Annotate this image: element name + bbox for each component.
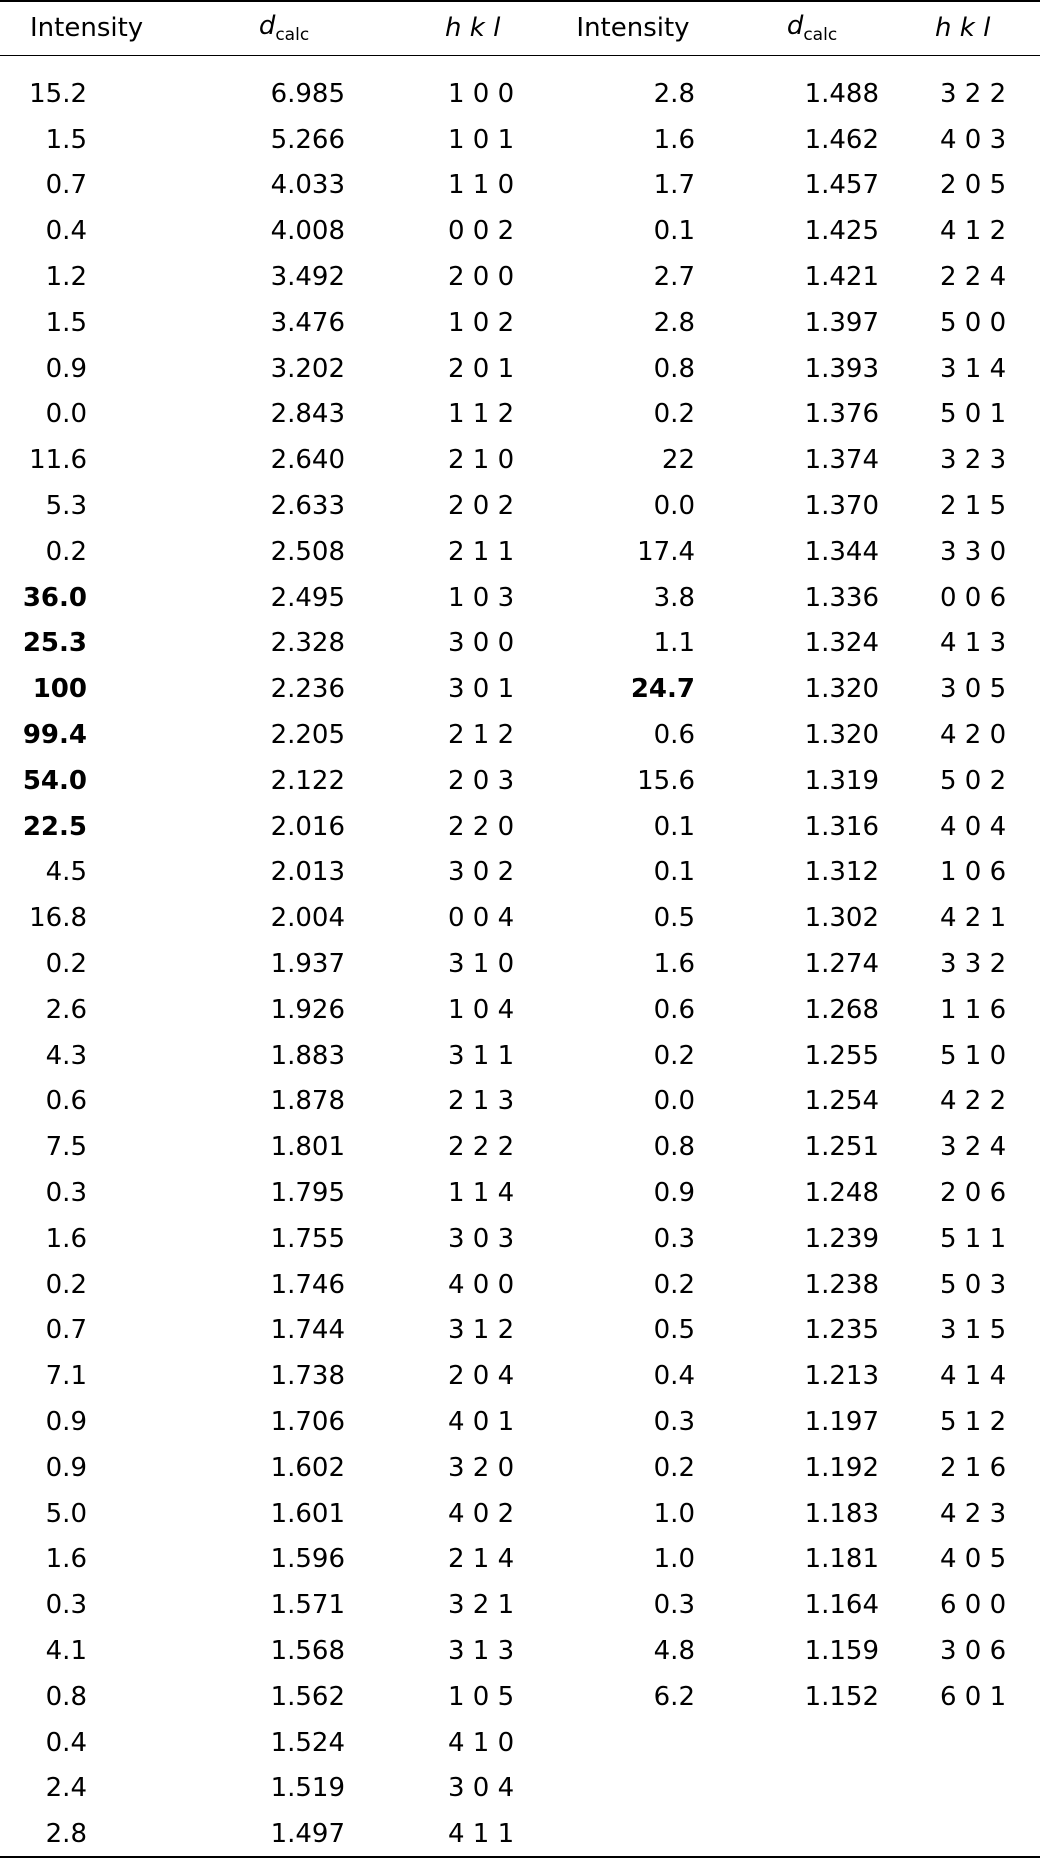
intensity-cell-right: 22 <box>661 445 695 476</box>
hkl-cell-right <box>897 1720 1040 1766</box>
table-row <box>0 208 1040 254</box>
table-row <box>0 1765 1040 1811</box>
intensity-cell-right: 0.3 <box>653 1407 695 1437</box>
intensity-cell-left: 1.5 <box>45 307 87 338</box>
table-row <box>0 392 1040 438</box>
dcalc-cell-left: 1.744 <box>270 1315 345 1346</box>
hkl-cell-right: 3 1 5 <box>940 1315 1007 1346</box>
dcalc-cell-right: 1.320 <box>804 720 879 751</box>
hkl-cell-left: 2 0 0 <box>448 262 515 293</box>
dcalc-cell-right: 1.251 <box>804 1132 879 1163</box>
hkl-cell-right: 4 0 4 <box>940 811 1007 842</box>
dcalc-cell-left: 1.562 <box>270 1681 345 1712</box>
dcalc-cell-right: 1.255 <box>804 1040 879 1071</box>
header-row <box>0 1 1040 55</box>
table-row <box>0 346 1040 392</box>
table-row <box>0 666 1040 712</box>
table-row <box>0 758 1040 804</box>
intensity-cell-right: 0.2 <box>653 399 695 430</box>
hkl-cell-left: 3 2 1 <box>448 1590 515 1621</box>
intensity-cell-left: 0.9 <box>45 353 87 384</box>
intensity-cell-left: 7.1 <box>45 1361 87 1392</box>
intensity-cell-right: 17.4 <box>637 536 695 567</box>
intensity-cell-left: 4.1 <box>45 1635 87 1666</box>
table-row <box>0 1720 1040 1766</box>
hkl-cell-right: 5 0 1 <box>940 399 1007 430</box>
intensity-cell-right: 0.9 <box>653 1178 695 1209</box>
table-row <box>0 575 1040 621</box>
table-body <box>0 55 1040 1857</box>
table-row <box>0 1491 1040 1537</box>
intensity-cell-right <box>539 1720 727 1766</box>
intensity-cell-left: 0.7 <box>45 170 87 201</box>
hkl-cell-right: 6 0 0 <box>940 1590 1007 1621</box>
dcalc-cell-right: 1.324 <box>804 628 879 659</box>
intensity-cell-left: 15.2 <box>29 78 87 109</box>
header-d-subscript-left: calc <box>275 25 310 46</box>
table-row <box>0 850 1040 896</box>
dcalc-cell-left: 6.985 <box>270 78 345 109</box>
intensity-cell-right: 0.2 <box>653 1269 695 1300</box>
dcalc-cell-right: 1.336 <box>804 582 879 613</box>
dcalc-cell-right: 1.302 <box>804 903 879 934</box>
hkl-cell-right: 4 2 1 <box>940 903 1007 934</box>
table-row <box>0 621 1040 667</box>
hkl-cell-left: 4 1 1 <box>397 1811 539 1857</box>
hkl-cell-right: 3 3 0 <box>940 536 1007 567</box>
header-dcalc-left <box>171 1 397 55</box>
intensity-cell-left: 2.4 <box>45 1773 87 1804</box>
intensity-cell-left: 0.9 <box>45 1452 87 1483</box>
dcalc-cell-left: 1.738 <box>270 1361 345 1392</box>
hkl-cell-right <box>897 1811 1040 1857</box>
hkl-cell-right: 3 0 6 <box>940 1635 1007 1666</box>
dcalc-cell-right: 1.254 <box>804 1086 879 1117</box>
dcalc-cell-right: 1.192 <box>804 1452 879 1483</box>
hkl-cell-left: 2 1 2 <box>448 720 515 751</box>
table-row <box>0 1033 1040 1079</box>
intensity-cell-right: 0.1 <box>653 216 695 247</box>
intensity-cell-left: 5.3 <box>45 491 87 522</box>
table-row <box>0 1262 1040 1308</box>
hkl-cell-right: 3 0 5 <box>940 674 1007 705</box>
table-row <box>0 163 1040 209</box>
hkl-cell-right: 2 0 6 <box>940 1178 1007 1209</box>
dcalc-cell-right: 1.164 <box>804 1590 879 1621</box>
intensity-cell-left: 1.6 <box>45 1223 87 1254</box>
hkl-cell-right: 4 1 4 <box>940 1361 1007 1392</box>
intensity-cell-left: 1.2 <box>45 262 87 293</box>
intensity-cell-right: 0.5 <box>653 903 695 934</box>
intensity-cell-right: 0.5 <box>653 1315 695 1346</box>
header-intensity-right: Intensity <box>539 1 727 55</box>
dcalc-cell-left: 1.571 <box>270 1590 345 1621</box>
intensity-cell-right: 0.3 <box>653 1223 695 1254</box>
hkl-cell-right: 3 1 4 <box>940 353 1007 384</box>
hkl-cell-left: 2 1 3 <box>448 1086 515 1117</box>
intensity-cell-left: 0.4 <box>45 216 87 247</box>
intensity-cell-left: 100 <box>32 674 87 705</box>
intensity-cell-right: 4.8 <box>653 1635 695 1666</box>
intensity-cell-left: 16.8 <box>29 903 87 934</box>
table-row <box>0 1170 1040 1216</box>
intensity-cell-left: 0.7 <box>45 1315 87 1346</box>
dcalc-cell-right: 1.235 <box>804 1315 879 1346</box>
table-row <box>0 1674 1040 1720</box>
intensity-cell-right: 1.6 <box>653 124 695 155</box>
table-row <box>0 529 1040 575</box>
dcalc-cell-right <box>727 1720 897 1766</box>
dcalc-cell-right: 1.316 <box>804 811 879 842</box>
hkl-cell-right: 2 1 6 <box>940 1452 1007 1483</box>
dcalc-cell-right: 1.213 <box>804 1361 879 1392</box>
hkl-cell-left: 2 0 4 <box>448 1361 515 1392</box>
hkl-cell-right: 2 0 5 <box>940 170 1007 201</box>
dcalc-cell-left: 2.328 <box>270 628 345 659</box>
hkl-cell-right: 4 1 2 <box>940 216 1007 247</box>
dcalc-cell-right: 1.421 <box>804 262 879 293</box>
table-row <box>0 712 1040 758</box>
dcalc-cell-left: 2.236 <box>270 674 345 705</box>
dcalc-cell-right: 1.376 <box>804 399 879 430</box>
intensity-cell-right: 3.8 <box>653 582 695 613</box>
intensity-cell-right: 15.6 <box>637 765 695 796</box>
dcalc-cell-left: 1.883 <box>270 1040 345 1071</box>
dcalc-cell-left: 3.476 <box>270 307 345 338</box>
table-row <box>0 1399 1040 1445</box>
hkl-cell-left: 1 0 0 <box>448 78 515 109</box>
dcalc-cell-left: 1.601 <box>270 1498 345 1529</box>
dcalc-cell-left: 1.937 <box>270 949 345 980</box>
hkl-cell-left: 1 1 2 <box>448 399 515 430</box>
intensity-cell-left: 0.3 <box>45 1590 87 1621</box>
hkl-cell-right: 2 1 5 <box>940 491 1007 522</box>
header-d-symbol-right: d <box>786 11 804 42</box>
dcalc-cell-right: 1.248 <box>804 1178 879 1209</box>
intensity-cell-right: 0.6 <box>653 994 695 1025</box>
hkl-cell-right: 3 2 3 <box>940 445 1007 476</box>
intensity-cell-left: 5.0 <box>45 1498 87 1529</box>
hkl-cell-left: 2 1 0 <box>448 445 515 476</box>
dcalc-cell-right: 1.181 <box>804 1544 879 1575</box>
intensity-cell-left: 4.5 <box>45 857 87 888</box>
dcalc-cell-right: 1.274 <box>804 949 879 980</box>
dcalc-cell-left: 4.033 <box>270 170 345 201</box>
intensity-cell-right: 0.6 <box>653 720 695 751</box>
hkl-cell-left: 1 1 0 <box>448 170 515 201</box>
hkl-cell-left: 3 1 3 <box>448 1635 515 1666</box>
dcalc-cell-left: 3.202 <box>270 353 345 384</box>
intensity-cell-right: 0.0 <box>653 491 695 522</box>
intensity-cell-left: 2.8 <box>0 1811 171 1857</box>
hkl-cell-right: 6 0 1 <box>940 1681 1007 1712</box>
header-hkl-right: h k l <box>897 1 1040 55</box>
hkl-cell-right <box>897 1765 1040 1811</box>
hkl-cell-left: 2 0 1 <box>448 353 515 384</box>
header-dcalc-right <box>727 1 897 55</box>
spacer-row <box>0 55 1040 71</box>
table-row <box>0 254 1040 300</box>
intensity-cell-right: 6.2 <box>653 1681 695 1712</box>
hkl-cell-right: 5 0 0 <box>940 307 1007 338</box>
intensity-cell-right: 2.7 <box>653 262 695 293</box>
hkl-cell-left: 4 0 2 <box>448 1498 515 1529</box>
table-row <box>0 1124 1040 1170</box>
intensity-cell-right: 0.2 <box>653 1040 695 1071</box>
hkl-cell-left: 3 0 1 <box>448 674 515 705</box>
table-row <box>0 804 1040 850</box>
dcalc-cell-right: 1.374 <box>804 445 879 476</box>
dcalc-cell-left: 2.633 <box>270 491 345 522</box>
hkl-cell-right: 5 1 0 <box>940 1040 1007 1071</box>
dcalc-cell-left: 1.926 <box>270 994 345 1025</box>
hkl-cell-right: 4 2 2 <box>940 1086 1007 1117</box>
intensity-cell-right: 0.2 <box>653 1452 695 1483</box>
dcalc-cell-left: 1.755 <box>270 1223 345 1254</box>
hkl-cell-left: 1 0 3 <box>448 582 515 613</box>
intensity-cell-right: 0.4 <box>653 1361 695 1392</box>
intensity-cell-left: 4.3 <box>45 1040 87 1071</box>
hkl-cell-right: 0 0 6 <box>940 582 1007 613</box>
intensity-cell-left: 0.2 <box>45 949 87 980</box>
header-d-subscript-right: calc <box>803 25 838 46</box>
table-row <box>0 895 1040 941</box>
intensity-cell-left: 36.0 <box>22 582 87 613</box>
hkl-cell-right: 3 3 2 <box>940 949 1007 980</box>
intensity-cell-right: 2.8 <box>653 78 695 109</box>
intensity-cell-right: 0.1 <box>653 857 695 888</box>
dcalc-cell-right <box>727 1765 897 1811</box>
table-row <box>0 1537 1040 1583</box>
hkl-cell-left: 1 0 2 <box>448 307 515 338</box>
dcalc-cell-right: 1.457 <box>804 170 879 201</box>
intensity-cell-right: 1.1 <box>653 628 695 659</box>
intensity-cell-left: 0.9 <box>45 1407 87 1437</box>
hkl-cell-left: 3 0 0 <box>448 628 515 659</box>
dcalc-cell-left: 5.266 <box>270 124 345 155</box>
dcalc-cell-left: 2.508 <box>270 536 345 567</box>
dcalc-cell-right: 1.238 <box>804 1269 879 1300</box>
hkl-cell-left: 3 1 2 <box>448 1315 515 1346</box>
intensity-cell-left: 25.3 <box>22 628 87 659</box>
dcalc-cell-right: 1.370 <box>804 491 879 522</box>
table-row <box>0 1582 1040 1628</box>
intensity-cell-right <box>539 1811 727 1857</box>
dcalc-cell-right: 1.425 <box>804 216 879 247</box>
dcalc-cell-left: 2.122 <box>270 765 345 796</box>
header-hkl-left: h k l <box>397 1 539 55</box>
dcalc-cell-left: 2.640 <box>270 445 345 476</box>
dcalc-cell-left: 2.843 <box>270 399 345 430</box>
hkl-cell-left: 1 1 4 <box>448 1178 515 1209</box>
intensity-cell-right: 1.0 <box>653 1498 695 1529</box>
intensity-cell-left: 0.2 <box>45 536 87 567</box>
spacer-cell <box>0 55 1040 71</box>
table-row <box>0 483 1040 529</box>
intensity-cell-right: 24.7 <box>630 674 695 705</box>
hkl-cell-right: 4 2 3 <box>940 1498 1007 1529</box>
table-row <box>0 1628 1040 1674</box>
table-row <box>0 1079 1040 1125</box>
hkl-cell-left: 4 1 0 <box>448 1727 515 1758</box>
table-row <box>0 987 1040 1033</box>
dcalc-cell-left: 1.795 <box>270 1178 345 1209</box>
dcalc-cell-right: 1.312 <box>804 857 879 888</box>
intensity-cell-right: 2.8 <box>653 307 695 338</box>
dcalc-cell-right: 1.320 <box>804 674 879 705</box>
dcalc-cell-left: 1.497 <box>171 1811 397 1857</box>
dcalc-cell-right: 1.397 <box>804 307 879 338</box>
hkl-cell-right: 3 2 2 <box>940 78 1007 109</box>
hkl-cell-left: 3 0 3 <box>448 1223 515 1254</box>
hkl-cell-left: 0 0 4 <box>448 903 515 934</box>
dcalc-cell-left: 2.016 <box>270 811 345 842</box>
table-row <box>0 437 1040 483</box>
intensity-cell-left: 0.2 <box>45 1269 87 1300</box>
intensity-cell-left: 0.4 <box>45 1727 87 1758</box>
dcalc-cell-right: 1.488 <box>804 78 879 109</box>
dcalc-cell-right: 1.159 <box>804 1635 879 1666</box>
dcalc-cell-right: 1.239 <box>804 1223 879 1254</box>
hkl-cell-right: 4 0 3 <box>940 124 1007 155</box>
intensity-cell-left: 2.6 <box>45 994 87 1025</box>
intensity-cell-left: 54.0 <box>22 765 87 796</box>
intensity-cell-left: 7.5 <box>45 1132 87 1163</box>
dcalc-cell-right: 1.344 <box>804 536 879 567</box>
hkl-cell-left: 2 0 2 <box>448 491 515 522</box>
dcalc-cell-right: 1.197 <box>804 1407 879 1437</box>
dcalc-cell-left: 1.878 <box>270 1086 345 1117</box>
dcalc-cell-right: 1.268 <box>804 994 879 1025</box>
dcalc-cell-left: 1.706 <box>270 1407 345 1437</box>
intensity-cell-right: 0.8 <box>653 353 695 384</box>
dcalc-cell-left: 1.568 <box>270 1635 345 1666</box>
hkl-cell-right: 3 2 4 <box>940 1132 1007 1163</box>
dcalc-cell-left: 1.519 <box>270 1773 345 1804</box>
hkl-cell-right: 5 0 2 <box>940 765 1007 796</box>
table-row <box>0 1308 1040 1354</box>
table-row <box>0 71 1040 117</box>
hkl-cell-left: 3 1 0 <box>448 949 515 980</box>
intensity-cell-left: 22.5 <box>22 811 87 842</box>
hkl-cell-right: 4 1 3 <box>940 628 1007 659</box>
hkl-cell-right: 4 0 5 <box>940 1544 1007 1575</box>
hkl-cell-left: 4 0 0 <box>448 1269 515 1300</box>
intensity-cell-right: 0.8 <box>653 1132 695 1163</box>
hkl-cell-right: 5 0 3 <box>940 1269 1007 1300</box>
intensity-cell-left: 0.6 <box>45 1086 87 1117</box>
hkl-cell-left: 2 1 4 <box>448 1544 515 1575</box>
hkl-cell-left: 0 0 2 <box>448 216 515 247</box>
hkl-cell-left: 1 0 4 <box>448 994 515 1025</box>
intensity-cell-right: 1.0 <box>653 1544 695 1575</box>
hkl-cell-right: 5 1 1 <box>940 1223 1007 1254</box>
hkl-cell-left: 2 1 1 <box>448 536 515 567</box>
table-row <box>0 1353 1040 1399</box>
hkl-cell-right: 2 2 4 <box>940 262 1007 293</box>
intensity-cell-right: 0.1 <box>653 811 695 842</box>
dcalc-cell-left: 2.013 <box>270 857 345 888</box>
dcalc-cell-left: 1.596 <box>270 1544 345 1575</box>
dcalc-cell-right: 1.393 <box>804 353 879 384</box>
hkl-cell-right: 1 0 6 <box>940 857 1007 888</box>
intensity-cell-left: 0.8 <box>45 1681 87 1712</box>
intensity-cell-right: 0.0 <box>653 1086 695 1117</box>
table-row <box>0 1445 1040 1491</box>
hkl-cell-left: 1 0 5 <box>448 1681 515 1712</box>
hkl-cell-right: 1 1 6 <box>940 994 1007 1025</box>
header-d-symbol-left: d <box>258 11 276 42</box>
dcalc-cell-left: 4.008 <box>270 216 345 247</box>
intensity-cell-left: 1.6 <box>45 1544 87 1575</box>
table-row <box>0 1811 1040 1857</box>
intensity-cell-right <box>539 1765 727 1811</box>
hkl-cell-left: 3 0 4 <box>448 1773 515 1804</box>
hkl-cell-right: 5 1 2 <box>940 1407 1007 1437</box>
hkl-cell-left: 2 0 3 <box>448 765 515 796</box>
intensity-cell-right: 1.7 <box>653 170 695 201</box>
dcalc-cell-left: 1.524 <box>270 1727 345 1758</box>
hkl-cell-left: 1 0 1 <box>448 124 515 155</box>
intensity-cell-left: 0.0 <box>45 399 87 430</box>
hkl-cell-left: 2 2 0 <box>448 811 515 842</box>
dcalc-cell-left: 1.801 <box>270 1132 345 1163</box>
table-row <box>0 1216 1040 1262</box>
intensity-cell-left: 99.4 <box>22 720 87 751</box>
table-row <box>0 941 1040 987</box>
hkl-cell-left: 4 0 1 <box>448 1407 515 1437</box>
hkl-cell-left: 2 2 2 <box>448 1132 515 1163</box>
dcalc-cell-right: 1.462 <box>804 124 879 155</box>
intensity-cell-left: 0.3 <box>45 1178 87 1209</box>
header-intensity-left: Intensity <box>0 1 171 55</box>
dcalc-cell-left: 1.602 <box>270 1452 345 1483</box>
dcalc-cell-right: 1.183 <box>804 1498 879 1529</box>
dcalc-cell-right: 1.152 <box>804 1681 879 1712</box>
hkl-cell-right: 4 2 0 <box>940 720 1007 751</box>
dcalc-cell-right: 1.319 <box>804 765 879 796</box>
dcalc-cell-left: 1.746 <box>270 1269 345 1300</box>
dcalc-cell-left: 2.004 <box>270 903 345 934</box>
dcalc-cell-left: 2.495 <box>270 582 345 613</box>
intensity-cell-right: 0.3 <box>653 1590 695 1621</box>
dcalc-cell-left: 2.205 <box>270 720 345 751</box>
intensity-cell-left: 11.6 <box>29 445 87 476</box>
hkl-cell-left: 3 1 1 <box>448 1040 515 1071</box>
hkl-cell-left: 3 2 0 <box>448 1452 515 1483</box>
hkl-cell-left: 3 0 2 <box>448 857 515 888</box>
dcalc-cell-right <box>727 1811 897 1857</box>
intensity-cell-left: 1.5 <box>45 124 87 155</box>
intensity-cell-right: 1.6 <box>653 949 695 980</box>
dcalc-cell-left: 3.492 <box>270 262 345 293</box>
table-row <box>0 300 1040 346</box>
table-row <box>0 117 1040 163</box>
